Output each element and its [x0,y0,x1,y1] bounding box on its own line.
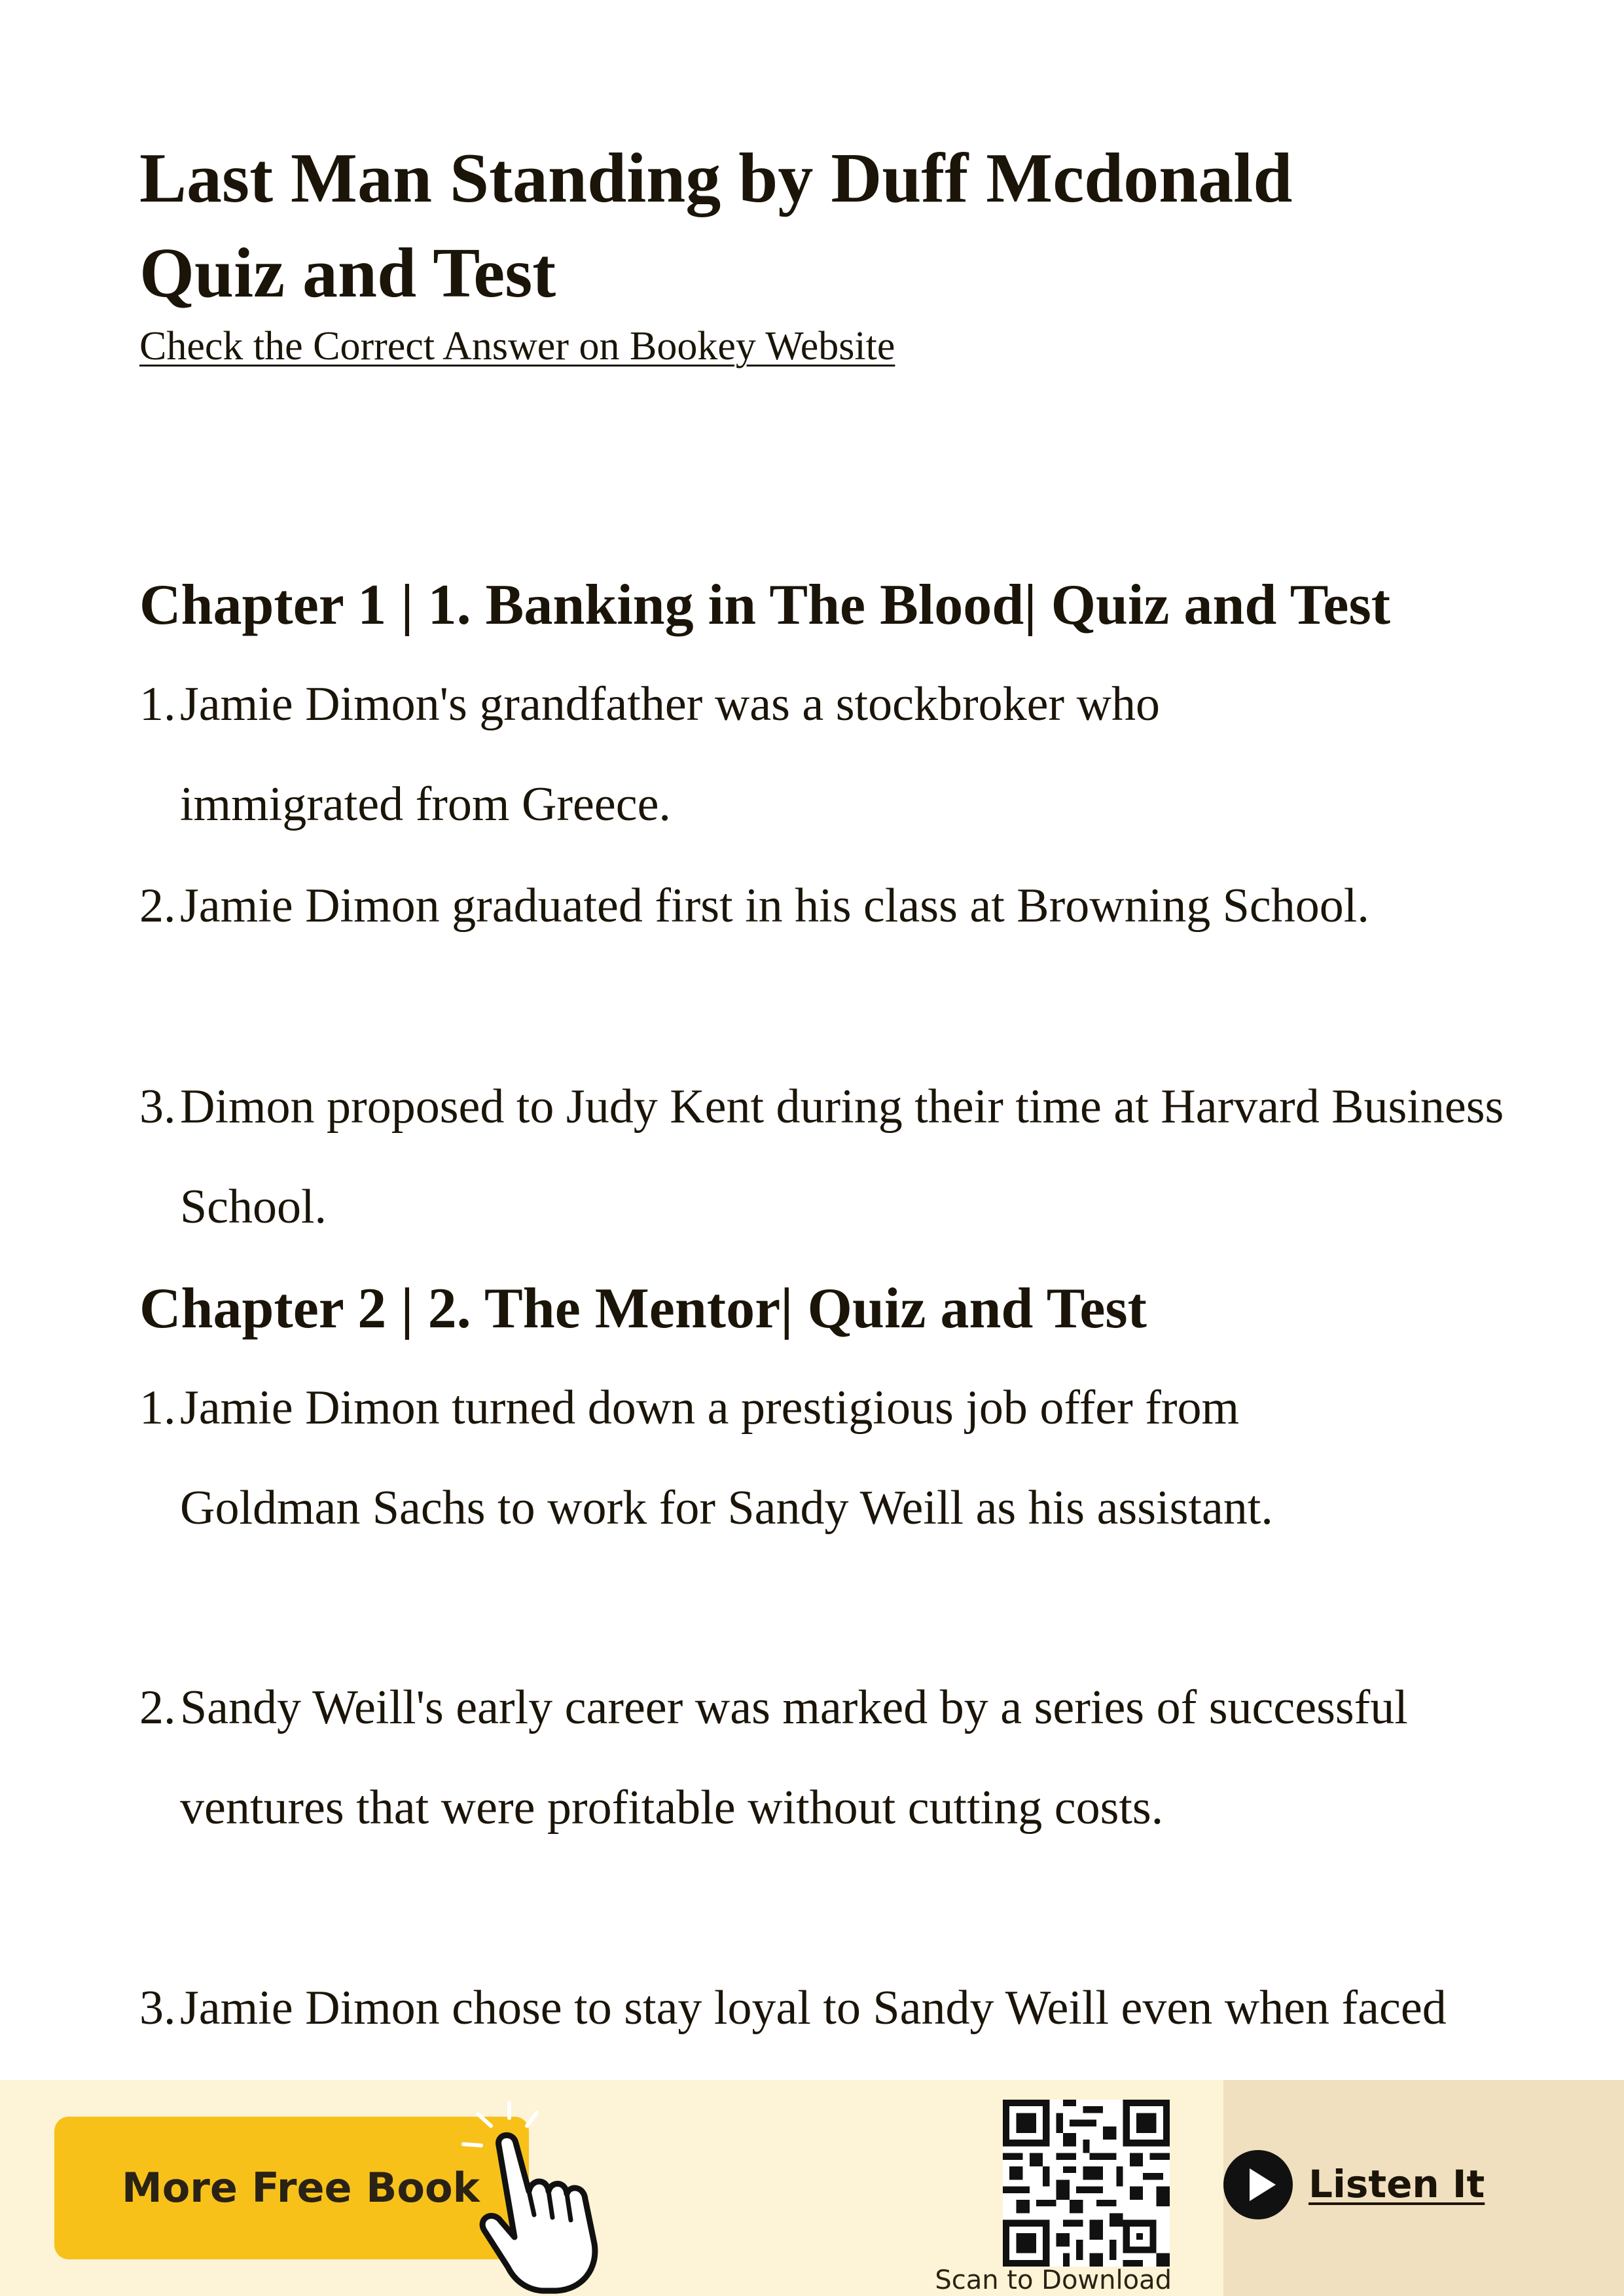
quiz-document [139,131,1514,2035]
chapter-1-title: Chapter 1 | 1. Banking in The Blood| Quiz and Test [139,573,1390,637]
more-free-book-label: More Free Book [122,2164,480,2212]
question-number: 1. [139,1381,176,1435]
question-text: Jamie Dimon's grandfather was a stockbroker who immigrated from Greece. [180,677,1161,831]
check-answer-link[interactable]: Check the Correct Answer on Bookey Website [139,324,895,368]
question-number: 2. [139,1681,176,1734]
question-text: Jamie Dimon graduated first in his class at Browning School. [180,879,1369,933]
question-number: 1. [139,677,176,731]
question-text: Dimon proposed to Judy Kent during their time at Harvard Business School. [180,1080,1504,1234]
scan-to-download-label: Scan to Download [935,2265,1172,2295]
listen-it-label: Listen It [1308,2162,1485,2206]
footer-listen-panel [1223,2080,1624,2296]
question-text: Jamie Dimon chose to stay loyal to Sandy Weill even when faced [180,1981,1447,2035]
qr-code-icon[interactable] [1003,2100,1170,2267]
chapter-2-question-1 [139,1358,1337,1558]
question-number: 3. [139,1981,176,2035]
question-text: Jamie Dimon turned down a prestigious job offer from Goldman Sachs to work for Sandy Weill as his assistant. [180,1381,1273,1535]
chapter-1-question-2 [139,856,1383,956]
play-icon [1222,2149,1294,2221]
page-title-line-1: Last Man Standing by Duff Mcdonald [139,139,1293,217]
question-number: 2. [139,879,176,933]
page-title [139,131,1514,321]
chapter-2-question-2 [139,1658,1468,1858]
pointing-hand-icon [458,2100,622,2296]
chapter-1-question-1 [139,655,1252,855]
question-text: Sandy Weill's early career was marked by a series of successful ventures that were profitable without cutting costs. [180,1681,1408,1835]
chapter-1-question-3 [139,1057,1514,1257]
chapter-2-title: Chapter 2 | 2. The Mentor| Quiz and Test [139,1277,1147,1340]
page-title-line-2: Quiz and Test [139,234,556,312]
footer-banner [0,2080,1624,2296]
question-number: 3. [139,1080,176,1134]
